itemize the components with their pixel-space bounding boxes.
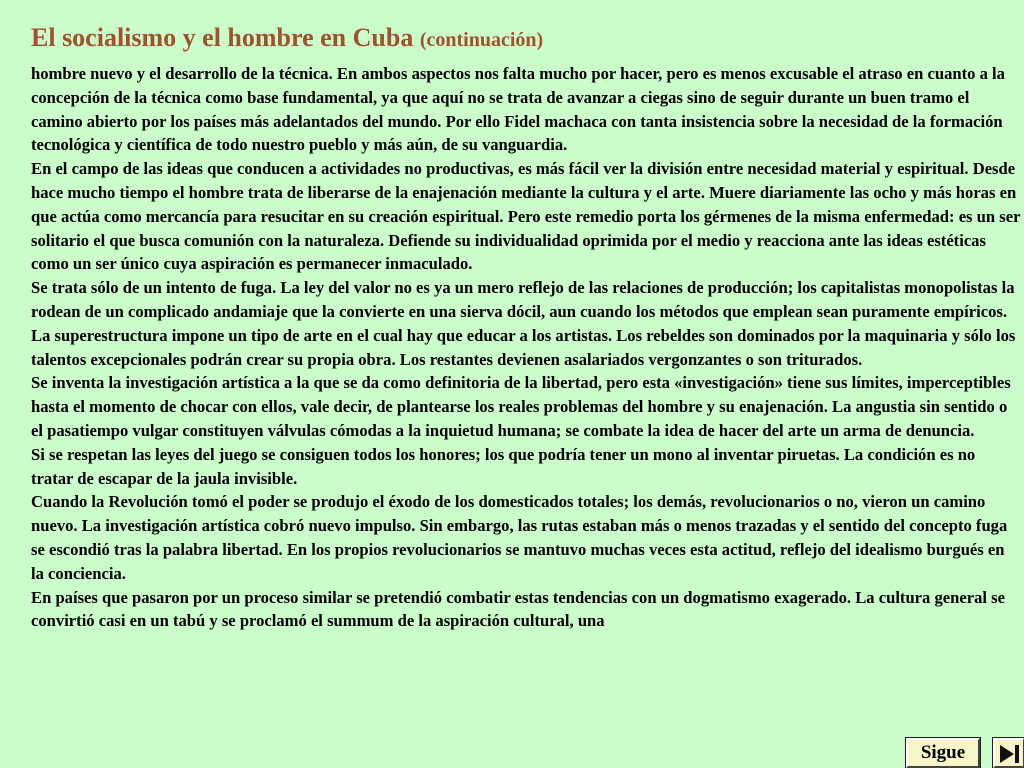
- skip-to-end-icon: [997, 742, 1023, 766]
- next-button[interactable]: Sigue: [906, 738, 980, 768]
- paragraph: Se inventa la investigación artística a la que se da como definitoria de la libertad, pero esta «investigación» tiene sus límites, imperceptibles hasta el momento de chocar con ellos, vale decir, de plantearse los reales problemas del hombre y su enajenación. La angustia sin sentido o el pasatiempo vulgar constituyen válvulas cómodas a la inquietud humana; se combate la idea de hacer del arte un arma de denuncia.: [31, 373, 1011, 440]
- paragraph: En el campo de las ideas que conducen a actividades no productivas, es más fácil ver la división entre necesidad material y espiritual. Desde hace mucho tiempo el hombre trata de liberarse de la enajenación mediante la cultura y el arte. Muere diariamente las ocho y más horas en que actúa como mercancía para resucitar en su creación espiritual. Pero este remedio porta los gérmenes de la misma enfermedad: es un ser solitario el que busca comunión con la naturaleza. Defiende su individualidad oprimida por el medio y reacciona ante las ideas estéticas como un ser único cuya aspiración es permanecer inmaculado.: [31, 159, 1021, 274]
- paragraph: Si se respetan las leyes del juego se consiguen todos los honores; los que podría tener un mono al inventar piruetas. La condición es no tratar de escapar de la jaula invisible.: [31, 444, 976, 488]
- page-title: [31, 22, 543, 56]
- paragraph: En países que pasaron por un proceso similar se pretendió combatir estas tendencias con un dogmatismo exagerado. La cultura general se convirtió casi en un tabú y se proclamó el summum de la aspiración cultural, una: [31, 587, 1005, 631]
- end-button[interactable]: [993, 738, 1024, 768]
- page-title-main: El socialismo y el hombre en Cuba: [31, 23, 414, 52]
- paragraph: Cuando la Revolución tomó el poder se produjo el éxodo de los domesticados totales; los demás, revolucionarios o no, vieron un camino nuevo. La investigación artística cobró nuevo impulso. Sin embargo, las rutas estaban más o menos trazadas y el sentido del concepto fuga se escondió tras la palabra libertad. En los propios revolucionarios se mantuvo muchas veces esta actitud, reflejo del idealismo burgués en la conciencia.: [31, 492, 1008, 583]
- paragraph: Se trata sólo de un intento de fuga. La ley del valor no es ya un mero reflejo de las relaciones de producción; los capitalistas monopolistas la rodean de un complicado andamiaje que la convierte en una sierva dócil, aun cuando los métodos que emplean sean puramente empíricos. La superestructura impone un tipo de arte en el cual hay que educar a los artistas. Los rebeldes son dominados por la maquinaria y sólo los talentos excepcionales podrán crear su propia obra. Los restantes devienen asalariados vergonzantes o son triturados.: [31, 278, 1016, 369]
- page-title-subtitle: (continuación): [419, 29, 544, 51]
- paragraph: hombre nuevo y el desarrollo de la técnica. En ambos aspectos nos falta mucho por hacer, pero es menos excusable el atraso en cuanto a la concepción de la técnica como base fundamental, ya que aquí no se trata de avanzar a ciegas sino de seguir durante un buen tramo el camino abierto por los países más adelantados del mundo. Por ello Fidel machaca con tanta insistencia sobre la necesidad de la formación tecnológica y científica de todo nuestro pueblo y más aún, de su vanguardia.: [31, 64, 1005, 155]
- body-text: [31, 62, 1021, 633]
